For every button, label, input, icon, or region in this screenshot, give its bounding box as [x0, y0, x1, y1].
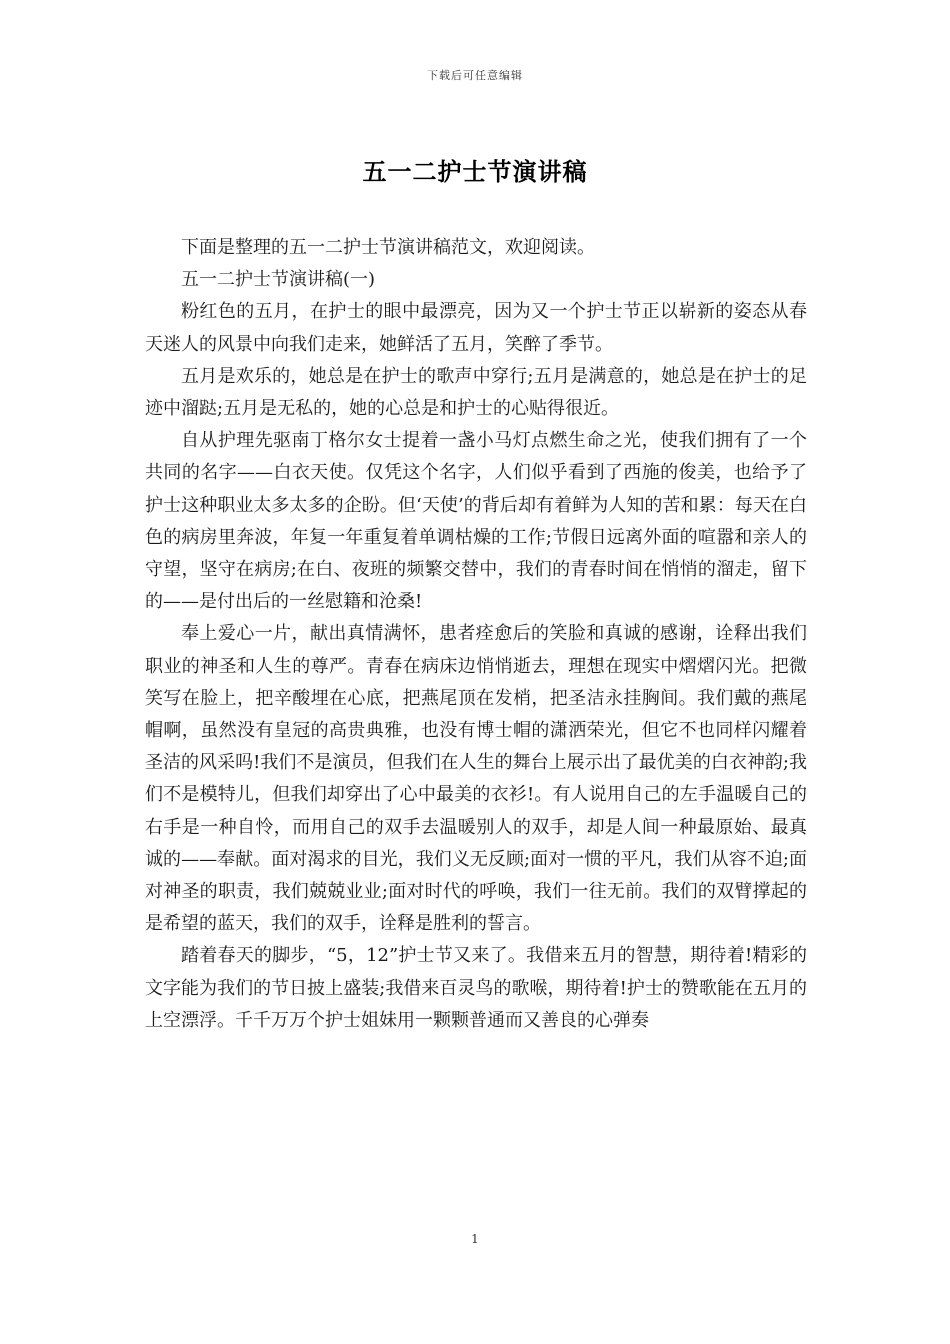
paragraph: 踏着春天的脚步，“5，12”护士节又来了。我借来五月的智慧，期待着!精彩的文字能为我们的节日披上盛装;我借来百灵鸟的歌喉，期待着!护士的赞歌能在五月的上空漂浮。千千万万个护士姐妹用一颗颗普通而又善良的心弹奏 [145, 945, 807, 1031]
page-number: 1 [471, 1232, 479, 1246]
paragraph: 五月是欢乐的，她总是在护士的歌声中穿行;五月是满意的，她总是在护士的足迹中溜跶;五月是无私的，她的心总是和护士的心贴得很近。 [145, 365, 807, 420]
paragraph: 奉上爱心一片，献出真情满怀，患者痊愈后的笑脸和真诚的感谢，诠释出我们职业的神圣和人生的尊严。青春在病床边悄悄逝去，理想在现实中熠熠闪光。把微笑写在脸上，把辛酸埋在心底，把燕尾顶在发梢，把圣洁永挂胸间。我们戴的燕尾帽啊，虽然没有皇冠的高贵典雅，也没有博士帽的潇洒荣光，但它不也同样闪耀着圣洁的风采吗!我们不是演员，但我们在人生的舞台上展示出了最优美的白衣神韵;我们不是模特儿，但我们却穿出了心中最美的衣衫!。有人说用自己的左手温暖自己的右手是一种自怜，而用自己的双手去温暖别人的双手，却是人间一种最原始、最真诚的——奉献。面对渴求的目光，我们义无反顾;面对一惯的平凡，我们从容不迫;面对神圣的职责，我们兢兢业业;面对时代的呼唤，我们一往无前。我们的双臂撑起的是希望的蓝天，我们的双手，诠释是胜利的誓言。 [145, 623, 807, 935]
document-body [145, 232, 807, 1037]
page-header-note: 下载后可任意编辑 [427, 69, 523, 82]
paragraph: 粉红色的五月，在护士的眼中最漂亮，因为又一个护士节正以崭新的姿态从春天迷人的风景中向我们走来，她鲜活了五月，笑醉了季节。 [145, 301, 807, 355]
paragraph-intro: 下面是整理的五一二护士节演讲稿范文，欢迎阅读。 [181, 237, 595, 258]
paragraph: 自从护理先驱南丁格尔女士提着一盏小马灯点燃生命之光，使我们拥有了一个共同的名字——白衣天使。仅凭这个名字，人们似乎看到了西施的俊美，也给予了护士这种职业太多太多的企盼。但‘天使’的背后却有着鲜为人知的苦和累：每天在白色的病房里奔波，年复一年重复着单调枯燥的工作;节假日远离外面的喧嚣和亲人的守望，坚守在病房;在白、夜班的频繁交替中，我们的青春时间在悄悄的溜走，留下的——是付出后的一丝慰籍和沧桑! [145, 430, 807, 613]
document-title: 五一二护士节演讲稿 [362, 157, 588, 186]
paragraph-section-heading: 五一二护士节演讲稿(一) [181, 269, 376, 291]
